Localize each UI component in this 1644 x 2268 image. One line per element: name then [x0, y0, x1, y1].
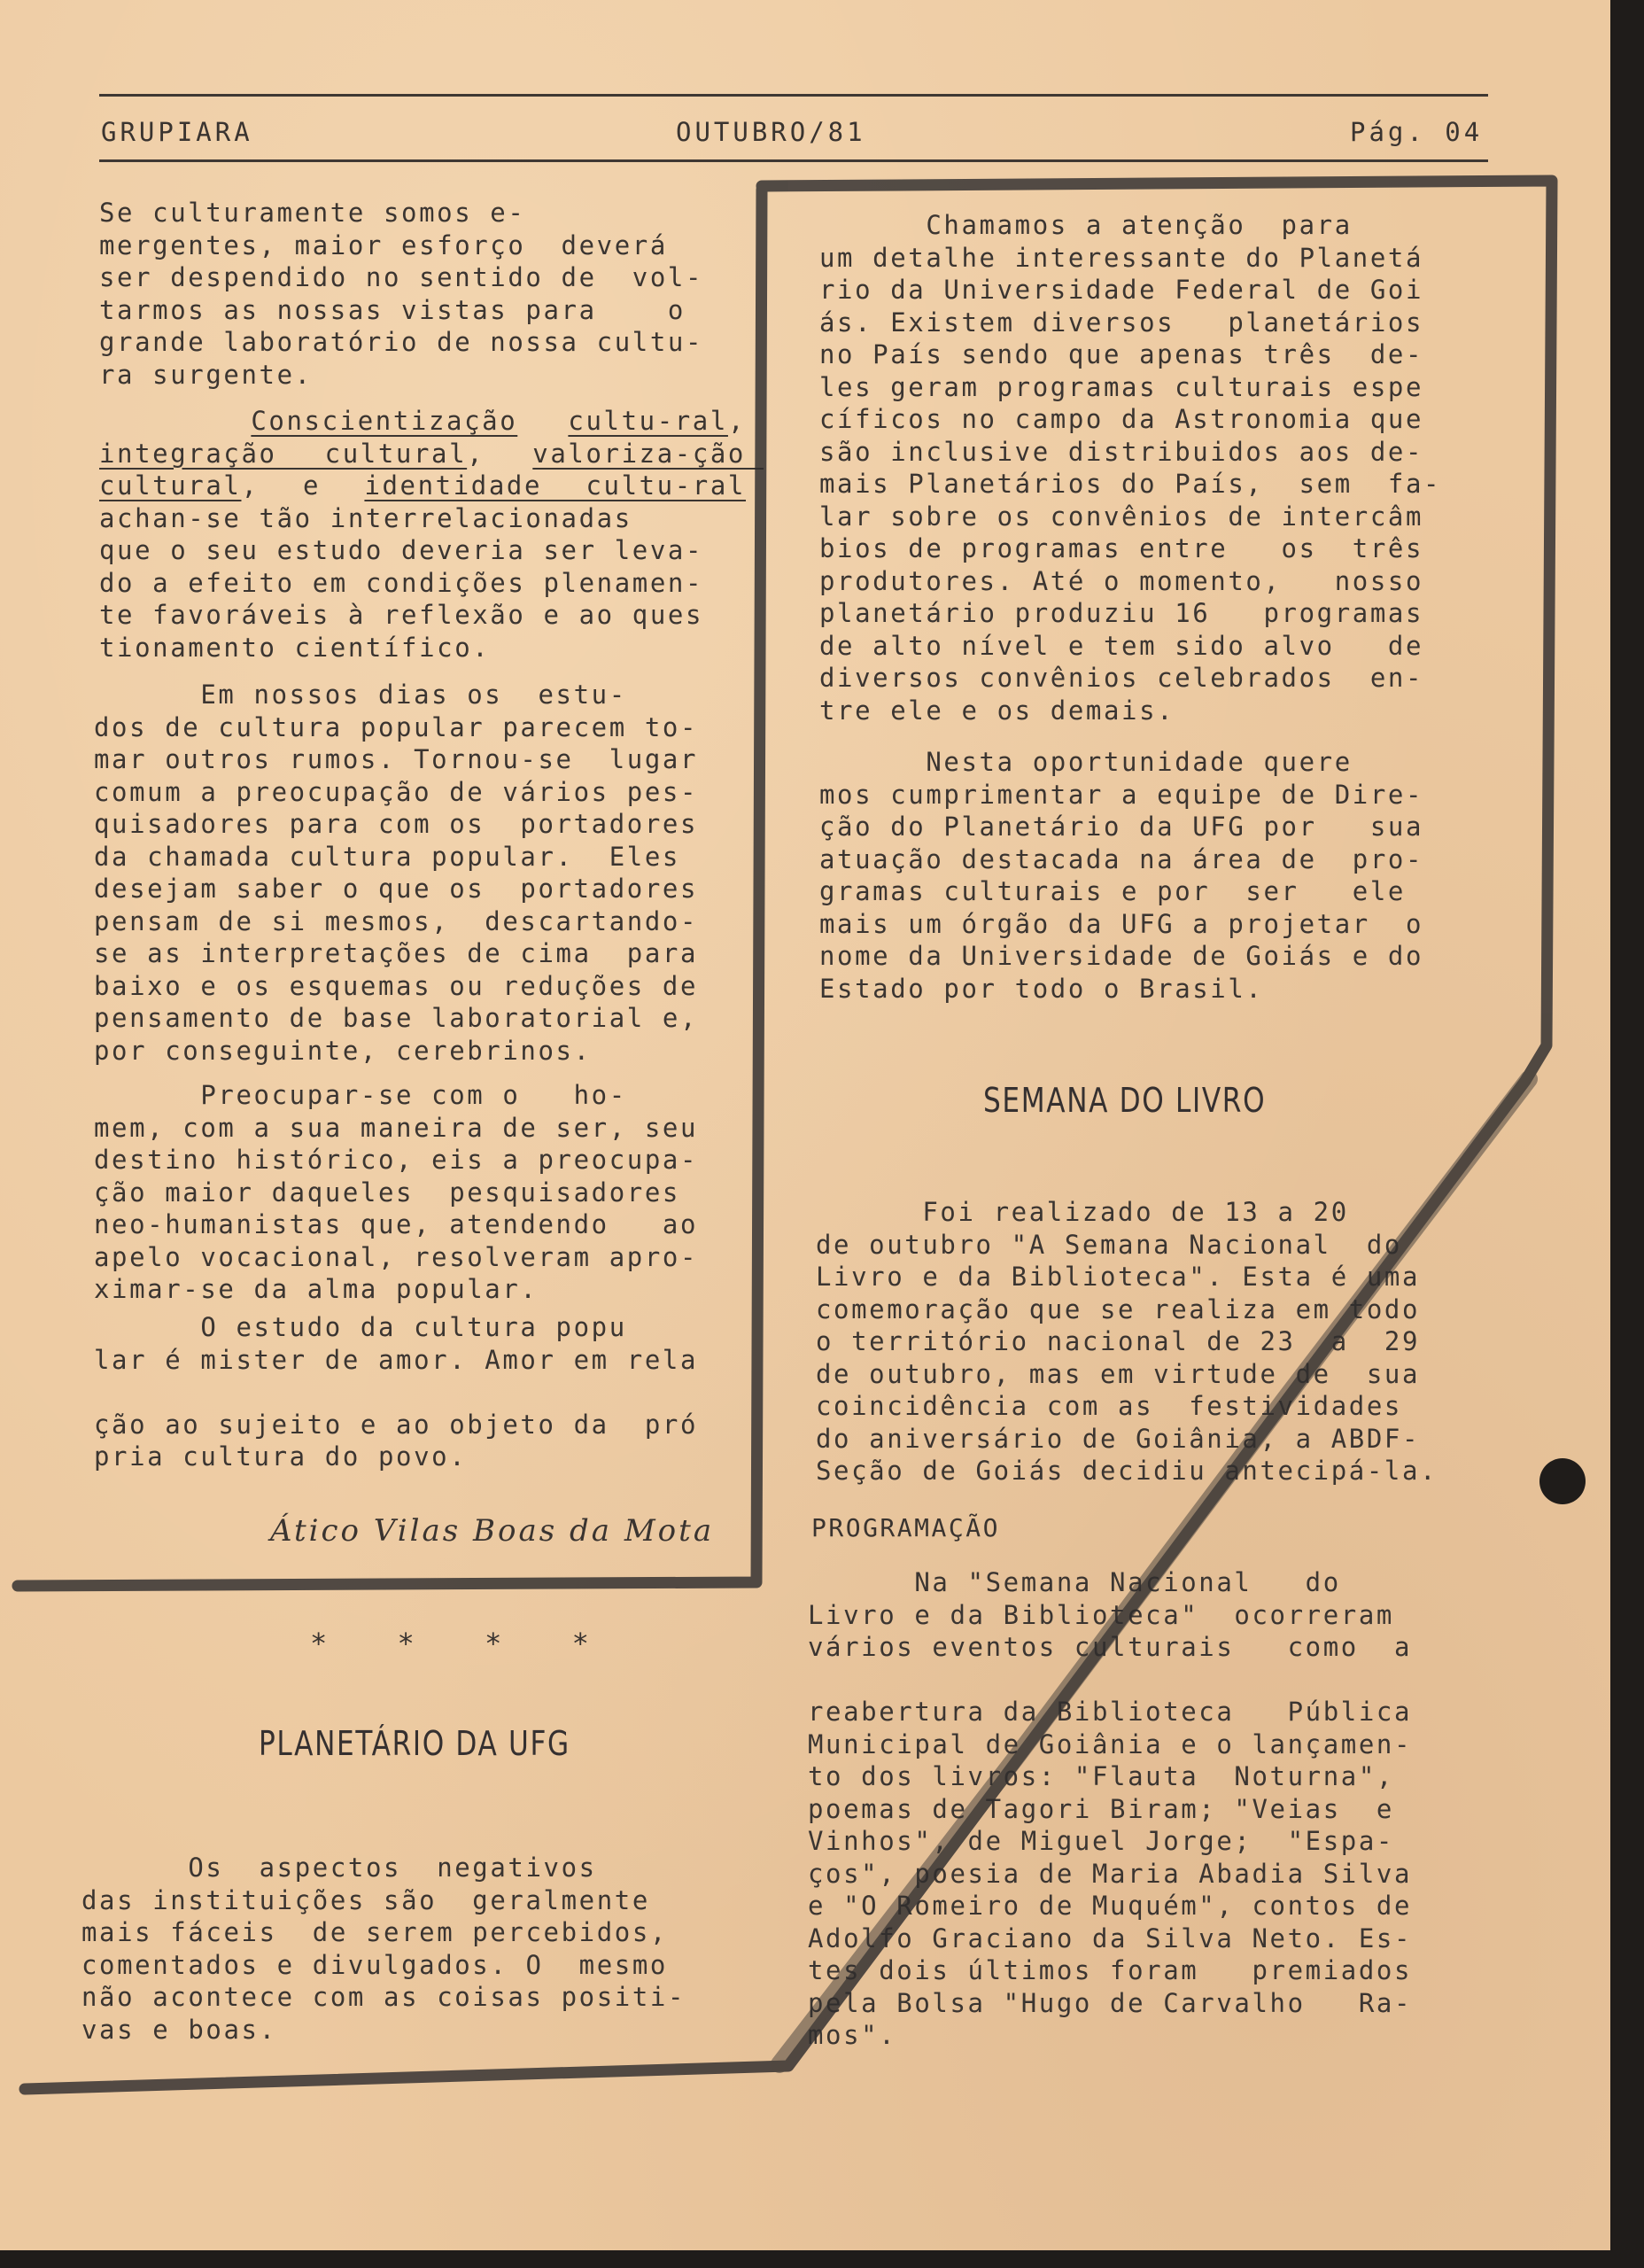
left-article-paragraph-3: Em nossos dias os estu- dos de cultura popular parecem to- mar outros rumos. Tornou-se lugar comum a preocupação de vários pes- quisadores para com os portadores da chamada cultura popular. Eles desejam saber o que os portadores pensam de si mesmos, descartando- se as interpretações de cima para baixo e os esquemas ou reduções de pensamento de base laboratorial e, por conseguinte, cerebrinos. [94, 680, 699, 1066]
page-number: Pág. 04 [1350, 117, 1484, 147]
left-article-frame [18, 190, 762, 1586]
left-article-paragraph-1: Se culturamente somos e- mergentes, maior esforço deverá ser despendido no sentido de vol- tarmos as nossas vistas para o grande laboratório de nossa cultu- ra surgente. [99, 198, 704, 390]
left-article-paragraph-5: O estudo da cultura popu lar é mister de amor. Amor em rela ção ao sujeito e ao objeto da pró pria cultura do povo. [94, 1312, 699, 1472]
publication-name: GRUPIARA [101, 117, 253, 147]
planetario-paragraph-1: Os aspectos negativos das instituições são geralmente mais fáceis de serem percebidos, comentados e divulgados. O mesmo não acontece com as coisas positi- vas e boas. [81, 1852, 686, 2045]
left-article-paragraph-4: Preocupar-se com o ho- mem, com a sua maneira de ser, seu destino histórico, eis a preocupa- ção maior daqueles pesquisadores neo-humanistas que, atendendo ao apelo vocacional, resolveram apro- ximar-se da alma popular. [94, 1080, 699, 1304]
term-cultural: cultu-ral [568, 406, 728, 436]
programacao-heading: PROGRAMAÇÃO [811, 1513, 1000, 1542]
paragraph-2-rest: achan-se tão interrelacionadas que o seu estudo deveria ser leva- do a efeito em condições plenamen- te favoráveis à reflexão e ao ques tionamento científico. [99, 502, 704, 663]
right-article-paragraph-1: Chamamos a atenção para um detalhe interessante do Planetá rio da Universidade Federal de Goi ás. Existem diversos planetários no País sendo que apenas três de- les geram programas culturais espe cíficos no campo da Astronomia que são inclusive distribuidos aos de- mais Planetários do País, sem fa- lar sobre os convênios de intercâm bios de programas entre os três produtores. Até o momento, nosso planetário produziu 16 programas de alto nível e tem sido alvo de diversos convênios celebrados en- tre ele e os demais. [819, 210, 1442, 726]
author-signature: Ático Vilas Boas da Mota [270, 1513, 715, 1549]
semana-paragraph-1: Foi realizado de 13 a 20 de outubro "A Semana Nacional do Livro e da Biblioteca". Esta é uma comemoração que se realiza em todo o território nacional de 23 a 29 de outubro, mas em virtude de sua coincidência com as festividades do aniversário de Goiânia, a ABDF- Seção de Goiás decidiu antecipá-la. [816, 1197, 1438, 1486]
diagonal-crayon-stroke [779, 1079, 1529, 2064]
punch-hole [1539, 1458, 1586, 1504]
semana-title: SEMANA DO LIVRO [983, 1081, 1267, 1120]
left-article-paragraph-2: Conscientização cultu-ral, integração cultural, valoriza-ção cultural, e identidade cultu-ral achan-se tão interrelacionadas que o seu estudo deveria ser leva- do a efeito em condições plenamen- te favoráveis à reflexão e ao ques tionamento científico. [99, 406, 764, 663]
right-article-frame [25, 181, 1552, 2089]
semana-paragraph-2: Na "Semana Nacional do Livro e da Biblioteca" ocorreram vários eventos culturais como a reabertura da Biblioteca Pública Municipal de Goiânia e o lançamen- to dos livros: "Flauta Noturna", poemas de Tagori Biram; "Veias e Vinhos", de Miguel Jorge; "Espa- ços", poesia de Maria Abadia Silva e "O Romeiro de Muquém", contos de Adolfo Graciano da Silva Neto. Es- tes dois últimos foram premiados pela Bolsa "Hugo de Carvalho Ra- mos". [808, 1567, 1413, 2050]
section-separator: * * * * [310, 1627, 616, 1660]
term-conscientizacao: Conscientização [251, 406, 518, 436]
term-identidade: identidade cultu-ral [364, 470, 746, 501]
planetario-title: PLANETÁRIO DA UFG [259, 1724, 570, 1763]
term-valorizacao: valoriza-ção cultural [99, 438, 764, 501]
right-article-paragraph-2: Nesta oportunidade quere mos cumprimentar a equipe de Dire- ção do Planetário da UFG por sua atuação destacada na área de pro- gramas culturais e por ser ele mais um órgão da UFG a projetar o nome da Universidade de Goiás e do Estado por todo o Brasil. [819, 747, 1424, 1004]
issue-date: OUTUBRO/81 [676, 117, 866, 147]
term-integracao: integração cultural [99, 438, 468, 469]
